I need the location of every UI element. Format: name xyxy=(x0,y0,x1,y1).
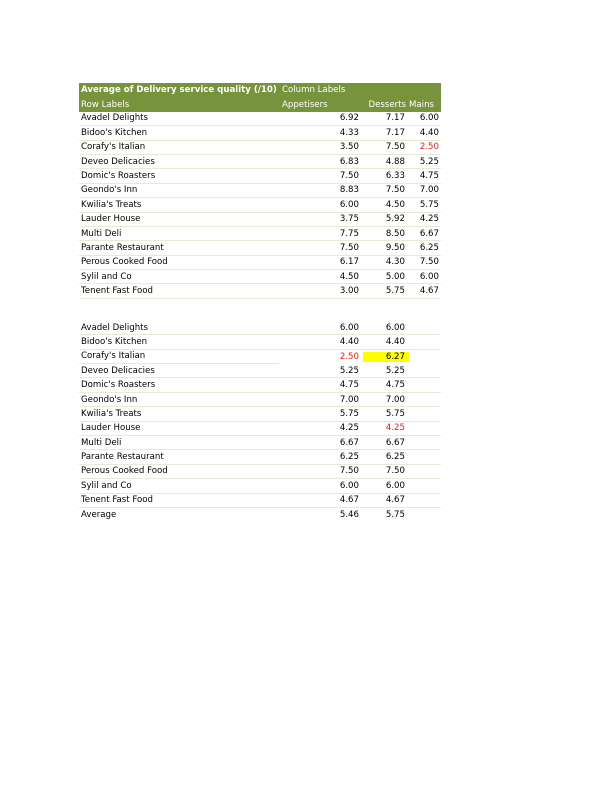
cell-appetisers: 4.50 xyxy=(339,271,359,282)
row-label: Corafy's Italian xyxy=(79,350,279,364)
cell-value-1: 5.25 xyxy=(339,365,359,376)
cell-desserts: 9.50 xyxy=(385,242,405,253)
cell-value-1: 5.75 xyxy=(339,408,359,419)
cell-mains: 4.25 xyxy=(419,214,439,225)
table-row[interactable] xyxy=(79,350,441,364)
row-label: Tenent Fast Food xyxy=(81,286,153,297)
row-label: Sylil and Co xyxy=(81,480,132,491)
cell-value-1: 4.67 xyxy=(339,495,359,506)
cell-value-2: 7.00 xyxy=(385,394,405,405)
cell-value-2: 7.50 xyxy=(385,466,405,477)
table-row[interactable] xyxy=(79,479,441,493)
row-label: Kwilia's Treats xyxy=(81,408,142,419)
cell-desserts: 7.50 xyxy=(385,142,405,153)
row-label: Parante Restaurant xyxy=(81,242,164,253)
row-label: Multi Deli xyxy=(81,437,122,448)
column-header-desserts[interactable]: Desserts xyxy=(368,99,406,110)
cell-value-2: 4.40 xyxy=(385,336,405,347)
cell-appetisers: 4.33 xyxy=(339,127,359,138)
cell-appetisers: 3.00 xyxy=(339,286,359,297)
table-row[interactable] xyxy=(79,436,441,450)
cell-desserts: 4.50 xyxy=(385,199,405,210)
row-label: Domic's Roasters xyxy=(81,171,156,182)
cell-value-1-warning: 2.50 xyxy=(339,351,359,362)
cell-desserts: 5.75 xyxy=(385,286,405,297)
cell-value-2: 4.75 xyxy=(385,380,405,391)
cell-value-2-highlighted: 6.27 xyxy=(363,352,409,362)
row-label: Bidoo's Kitchen xyxy=(81,127,148,138)
cell-value-1: 4.40 xyxy=(339,336,359,347)
table-row[interactable] xyxy=(79,241,441,255)
cell-appetisers: 3.75 xyxy=(339,214,359,225)
row-label: Parante Restaurant xyxy=(81,452,164,463)
cell-value-2: 6.67 xyxy=(385,437,405,448)
cell-mains: 7.00 xyxy=(419,185,439,196)
cell-value-2-warning: 4.25 xyxy=(385,423,405,434)
cell-appetisers: 6.92 xyxy=(339,113,359,124)
row-label: Perous Cooked Food xyxy=(81,466,168,477)
row-label: Kwilia's Treats xyxy=(81,199,142,210)
row-labels-filter[interactable]: Row Labels xyxy=(81,99,130,110)
row-label: Lauder House xyxy=(81,214,141,225)
cell-mains-warning: 2.50 xyxy=(419,142,439,153)
table-row[interactable] xyxy=(79,126,441,140)
table-row[interactable] xyxy=(79,184,441,198)
row-label: Geondo's Inn xyxy=(81,185,138,196)
table-row[interactable] xyxy=(79,450,441,464)
row-label: Deveo Delicacies xyxy=(81,365,155,376)
cell-appetisers: 7.50 xyxy=(339,171,359,182)
cell-appetisers: 7.50 xyxy=(339,242,359,253)
table-row[interactable] xyxy=(79,335,441,349)
cell-mains: 4.67 xyxy=(419,286,439,297)
cell-desserts: 8.50 xyxy=(385,228,405,239)
column-labels-filter[interactable]: Column Labels xyxy=(282,85,346,96)
cell-desserts: 6.33 xyxy=(385,171,405,182)
cell-value-2: 6.00 xyxy=(385,322,405,333)
table-row[interactable] xyxy=(79,284,441,298)
summary-table xyxy=(79,321,441,522)
cell-appetisers: 6.17 xyxy=(339,257,359,268)
cell-appetisers: 3.50 xyxy=(339,142,359,153)
table-row[interactable] xyxy=(79,270,441,284)
cell-appetisers: 8.83 xyxy=(339,185,359,196)
table-row[interactable] xyxy=(79,169,441,183)
row-label: Avadel Delights xyxy=(81,113,149,124)
cell-value-2: 5.25 xyxy=(385,365,405,376)
cell-value-2: 5.75 xyxy=(385,408,405,419)
average-label: Average xyxy=(81,510,117,521)
cell-desserts: 7.17 xyxy=(385,113,405,124)
spacer xyxy=(79,299,441,321)
cell-mains: 7.50 xyxy=(419,257,439,268)
cell-value-1: 7.50 xyxy=(339,466,359,477)
cell-appetisers: 6.83 xyxy=(339,156,359,167)
cell-value-1: 6.00 xyxy=(339,322,359,333)
table-row[interactable] xyxy=(79,465,441,479)
table-row[interactable] xyxy=(79,256,441,270)
cell-desserts: 5.00 xyxy=(385,271,405,282)
table-row[interactable] xyxy=(79,364,441,378)
cell-mains: 6.25 xyxy=(419,242,439,253)
row-label: Perous Cooked Food xyxy=(81,257,168,268)
cell-value-2: 4.67 xyxy=(385,495,405,506)
cell-desserts: 4.30 xyxy=(385,257,405,268)
cell-value-1: 4.75 xyxy=(339,380,359,391)
row-label: Lauder House xyxy=(81,423,141,434)
table-row[interactable] xyxy=(79,227,441,241)
table-row[interactable] xyxy=(79,422,441,436)
cell-appetisers: 7.75 xyxy=(339,228,359,239)
cell-mains: 4.40 xyxy=(419,127,439,138)
cell-desserts: 7.17 xyxy=(385,127,405,138)
row-label: Sylil and Co xyxy=(81,271,132,282)
row-label: Geondo's Inn xyxy=(81,394,138,405)
cell-appetisers: 6.00 xyxy=(339,199,359,210)
average-value-1: 5.46 xyxy=(339,510,359,521)
table-row[interactable] xyxy=(79,494,441,508)
cell-value-2: 6.00 xyxy=(385,480,405,491)
table-row[interactable] xyxy=(79,112,441,126)
cell-value-1: 6.67 xyxy=(339,437,359,448)
cell-value-1: 4.25 xyxy=(339,423,359,434)
cell-mains: 6.00 xyxy=(419,113,439,124)
table-row[interactable] xyxy=(79,393,441,407)
table-row[interactable] xyxy=(79,407,441,421)
cell-mains: 4.75 xyxy=(419,171,439,182)
average-row[interactable] xyxy=(79,508,441,522)
cell-value-1: 6.25 xyxy=(339,452,359,463)
row-label: Tenent Fast Food xyxy=(81,495,153,506)
table-row[interactable] xyxy=(79,321,441,335)
cell-mains: 5.75 xyxy=(419,199,439,210)
cell-value-1: 7.00 xyxy=(339,394,359,405)
cell-desserts: 7.50 xyxy=(385,185,405,196)
table-row[interactable] xyxy=(79,198,441,212)
spreadsheet-page xyxy=(79,83,441,522)
cell-value-2: 6.25 xyxy=(385,452,405,463)
table-row[interactable] xyxy=(79,213,441,227)
table-row[interactable] xyxy=(79,155,441,169)
cell-value-1: 6.00 xyxy=(339,480,359,491)
table-row[interactable] xyxy=(79,378,441,392)
row-label: Avadel Delights xyxy=(81,322,149,333)
cell-mains: 5.25 xyxy=(419,156,439,167)
column-header-mains[interactable]: Mains xyxy=(409,99,434,110)
table-row[interactable] xyxy=(79,141,441,155)
pivot-header xyxy=(79,83,441,112)
average-value-2: 5.75 xyxy=(385,510,405,521)
column-header-appetisers[interactable]: Appetisers xyxy=(282,99,328,110)
row-label: Bidoo's Kitchen xyxy=(81,336,148,347)
row-label: Corafy's Italian xyxy=(81,142,146,153)
cell-desserts: 4.88 xyxy=(385,156,405,167)
cell-desserts: 5.92 xyxy=(385,214,405,225)
pivot-table xyxy=(79,83,441,299)
row-label: Domic's Roasters xyxy=(81,380,156,391)
pivot-title[interactable]: Average of Delivery service quality (/10) xyxy=(81,85,277,96)
cell-mains: 6.00 xyxy=(419,271,439,282)
row-label: Deveo Delicacies xyxy=(81,156,155,167)
cell-mains: 6.67 xyxy=(419,228,439,239)
row-label: Multi Deli xyxy=(81,228,122,239)
